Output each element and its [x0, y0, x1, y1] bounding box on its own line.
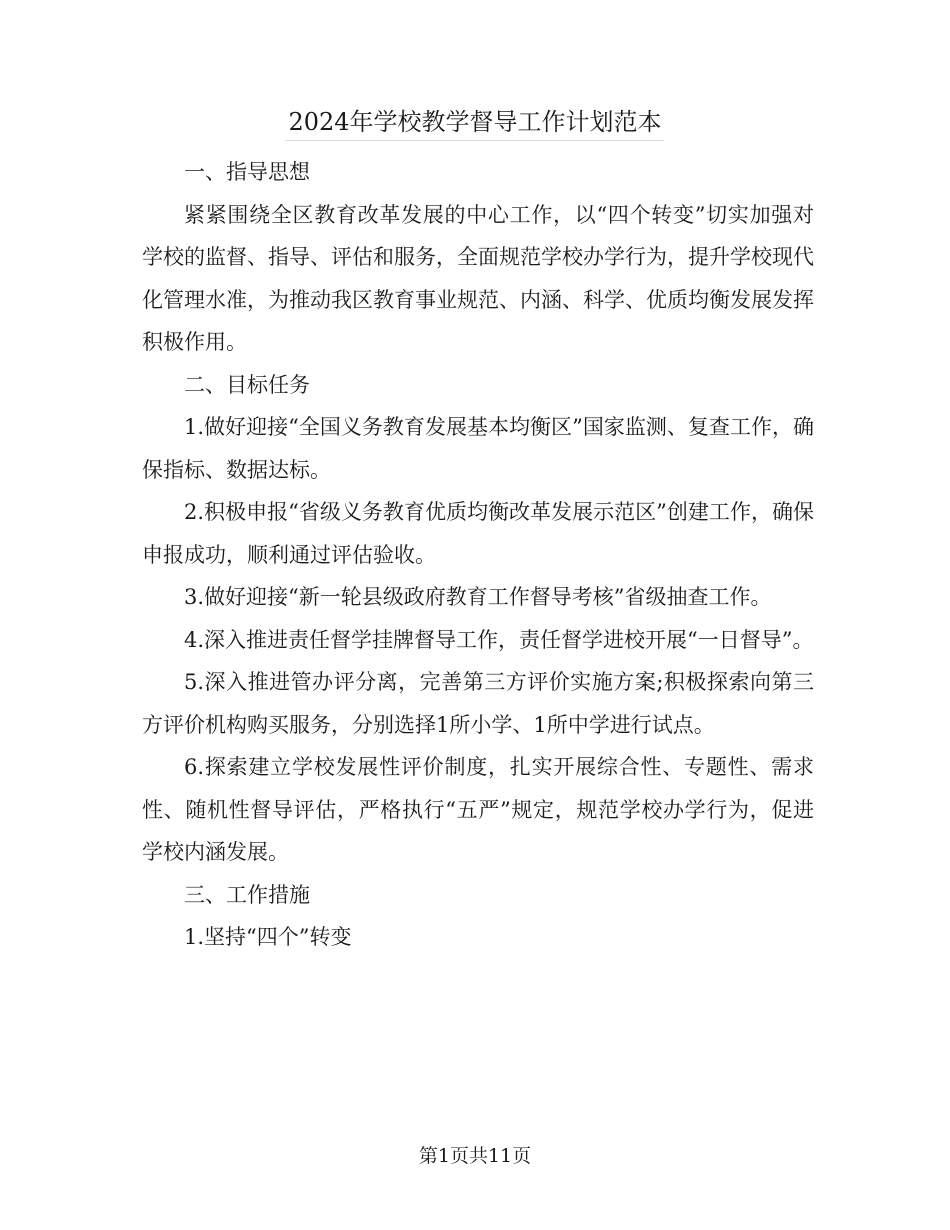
goal-item-5: 5.深入推进管办评分离，完善第三方评价实施方案;积极探索向第三方评价机构购买服务，分别选择1所小学、1所中学进行试点。: [142, 670, 814, 737]
section-heading-measures: 三、工作措施: [184, 882, 310, 907]
document-title: [0, 104, 950, 141]
section-heading-guiding-ideology: 一、指导思想: [184, 160, 310, 184]
page-indicator: 第1页共11页: [418, 1145, 532, 1167]
goal-item-3: 3.做好迎接“新一轮县级政府教育工作督导考核”省级抽查工作。: [184, 585, 772, 609]
goal-item-2: 2.积极申报“省级义务教育优质均衡改革发展示范区”创建工作，确保申报成功，顺利通过评估验收。: [142, 500, 814, 567]
measure-item-1: 1.坚持“四个”转变: [184, 925, 352, 949]
goal-item-6: 6.探索建立学校发展性评价制度，扎实开展综合性、专题性、需求性、随机性督导评估，严格执行“五严”规定，规范学校办学行为，促进学校内涵发展。: [142, 755, 814, 864]
document-title-text: 2024年学校教学督导工作计划范本: [286, 104, 663, 141]
goal-item-4: 4.深入推进责任督学挂牌督导工作，责任督学进校开展“一日督导”。: [184, 627, 814, 652]
document-body: [142, 151, 814, 959]
section-heading-goals: 二、目标任务: [184, 372, 310, 397]
paragraph-guiding-ideology: 紧紧围绕全区教育改革发展的中心工作，以“四个转变”切实加强对学校的监督、指导、评估和服务，全面规范学校办学行为，提升学校现代化管理水准，为推动我区教育事业规范、内涵、科学、优质均衡发展发挥积极作用。: [142, 202, 814, 354]
goal-item-1: 1.做好迎接“全国义务教育发展基本均衡区”国家监测、复查工作，确保指标、数据达标。: [142, 415, 814, 482]
